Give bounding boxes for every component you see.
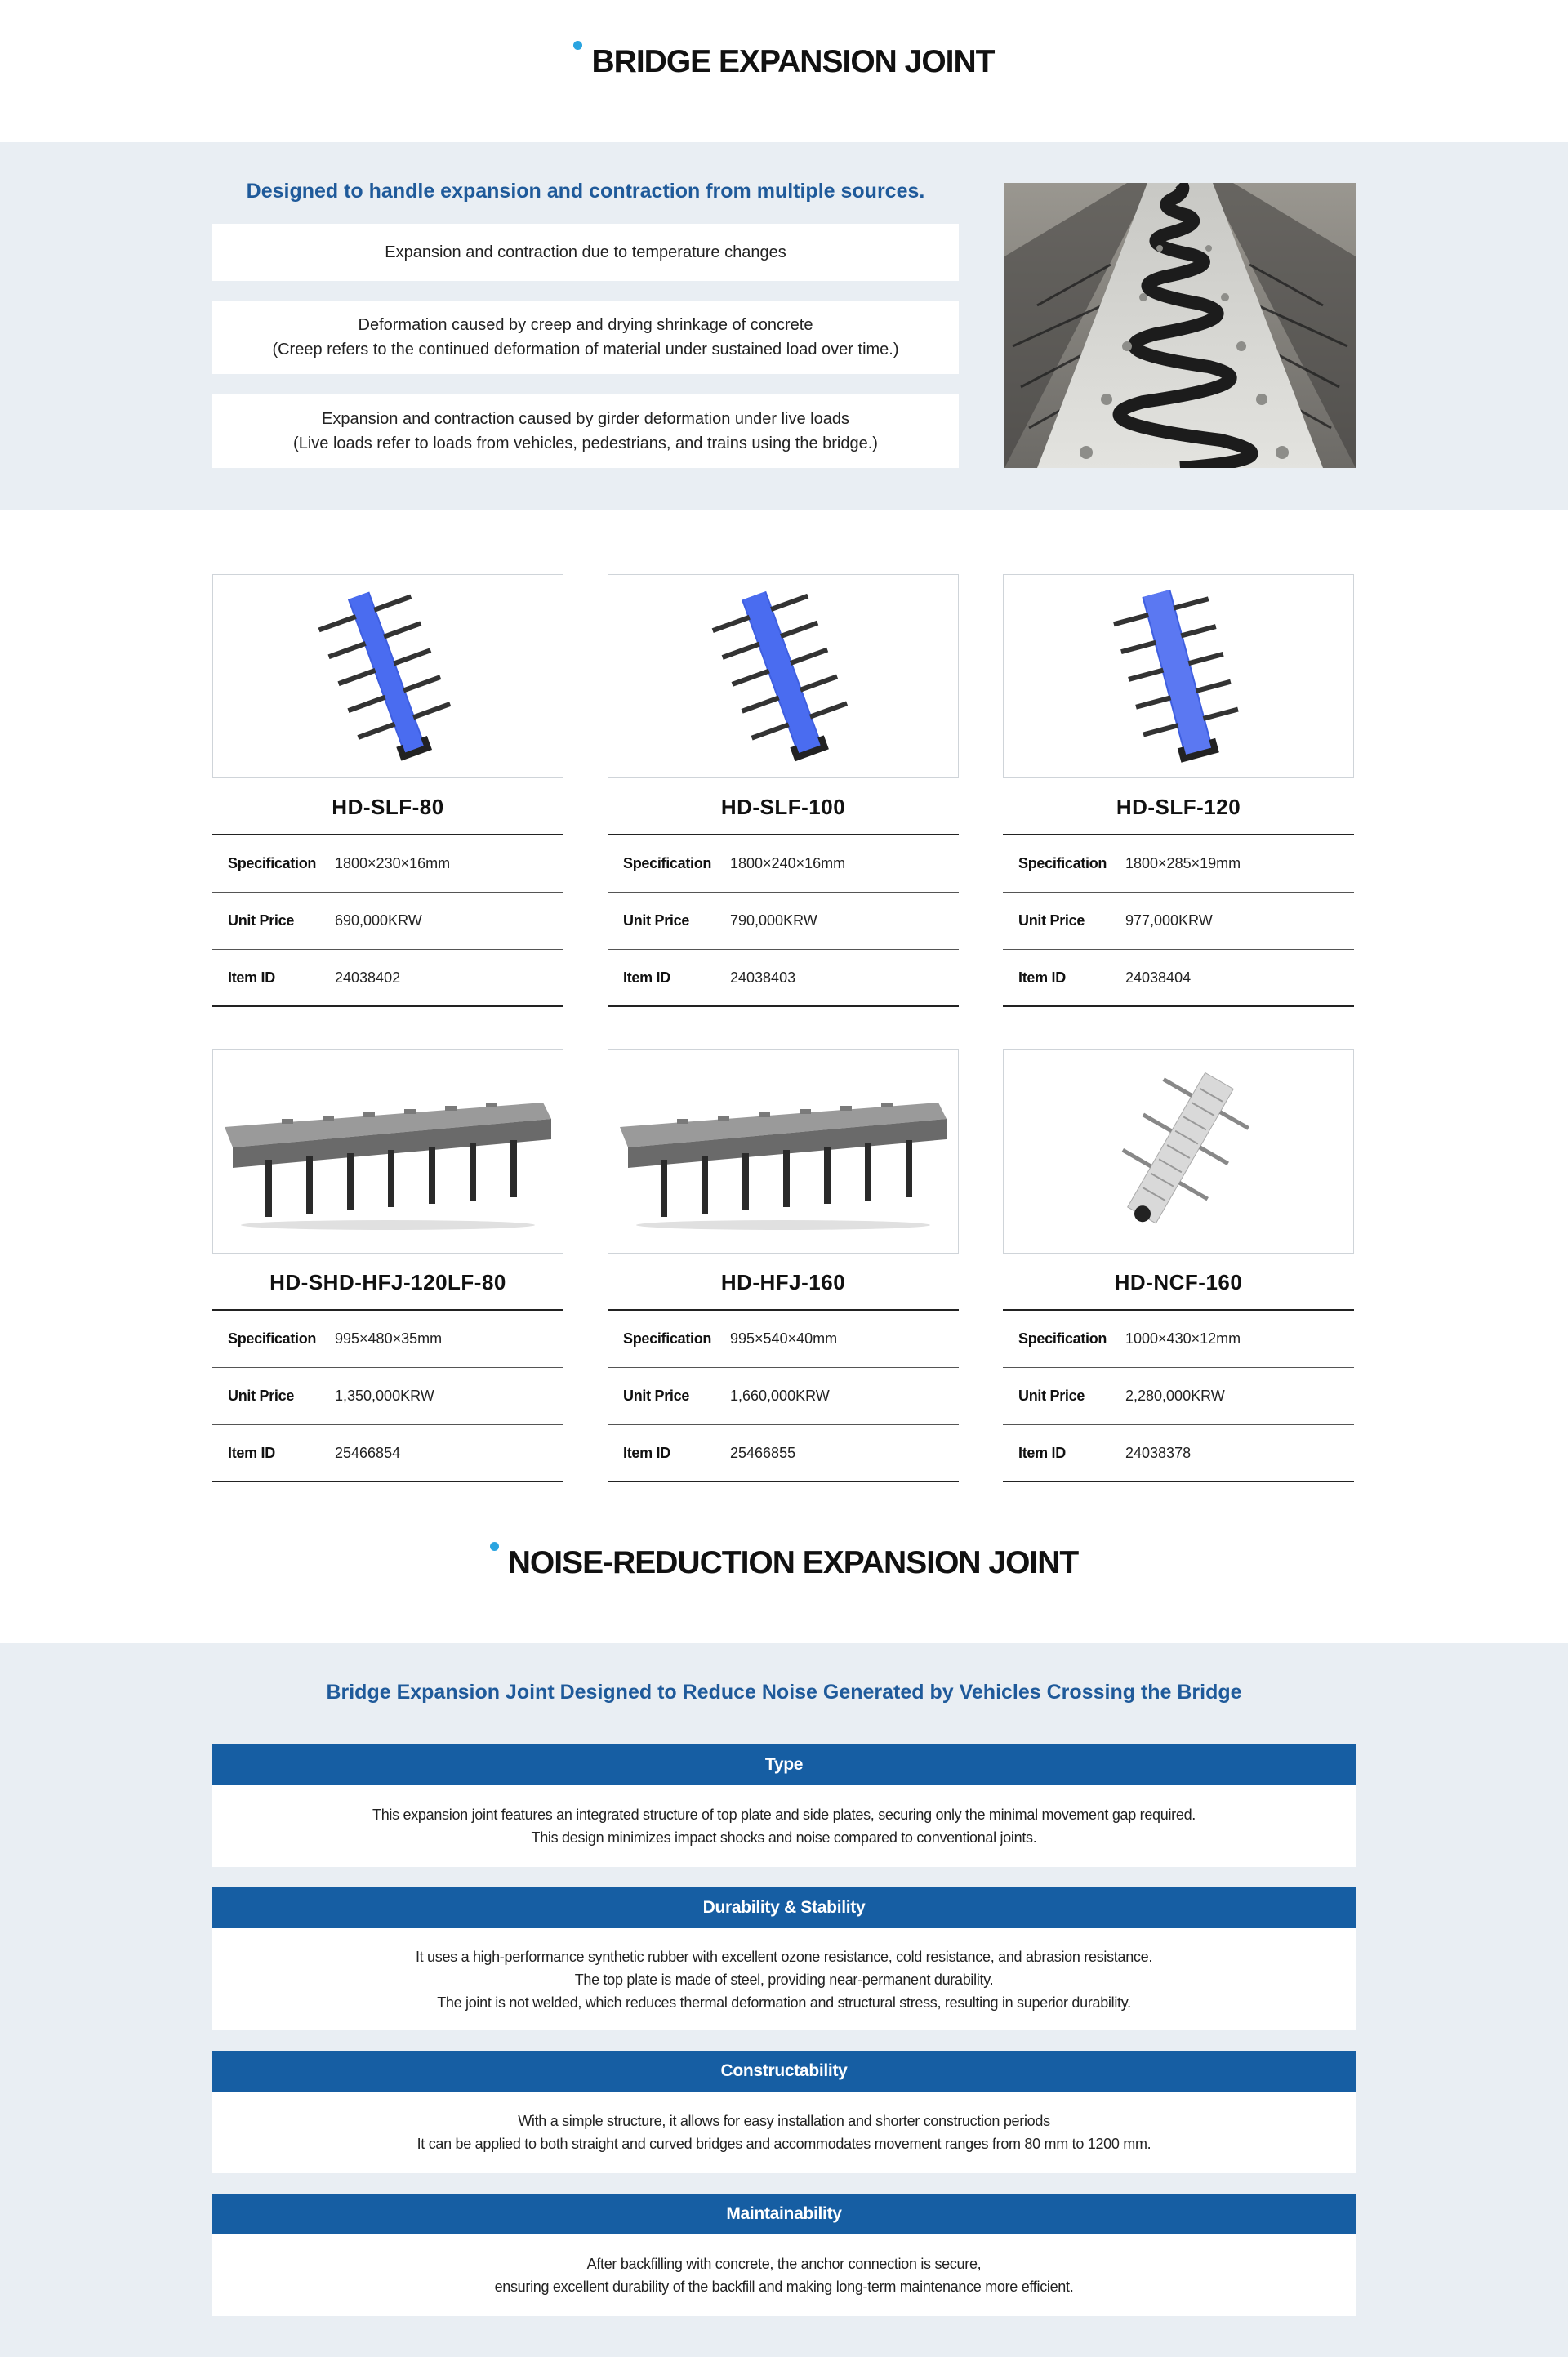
price-row [1003,893,1354,950]
product-card[interactable] [1003,1049,1354,1482]
feature-body [212,1785,1356,1867]
price-label: Unit Price [1018,1388,1085,1404]
price-value: 977,000KRW [1125,912,1213,929]
section1-header [0,0,1568,142]
source-3-line1: Expansion and contraction caused by girder deformation under live loads [322,410,849,428]
product-name: HD-SHD-HFJ-120LF-80 [212,1254,564,1311]
product-name: HD-HFJ-160 [608,1254,959,1311]
product-card[interactable] [212,1049,564,1482]
product-name: HD-SLF-80 [212,778,564,835]
feature-line: The joint is not welded, which reduces thermal deformation and structural stress, resulting in superior durability. [437,1994,1131,2011]
spec-row [608,835,959,893]
bridge-joint-photo [1004,183,1356,468]
feature-line: ensuring excellent durability of the backfill and making long-term maintenance more efficient. [494,2279,1074,2295]
product-image [608,1049,959,1254]
item-row [1003,1425,1354,1482]
spec-row [608,1311,959,1368]
price-value: 690,000KRW [335,912,422,929]
source-box-1 [212,224,959,281]
product-image [1003,1049,1354,1254]
section2-header [0,1499,1568,1643]
source-2-line1: Deformation caused by creep and drying shrinkage of concrete [358,316,813,334]
item-value: 24038378 [1125,1444,1192,1461]
spec-value: 1800×285×19mm [1125,855,1241,871]
section1-title-wrap [0,44,1568,80]
section1-title: BRIDGE EXPANSION JOINT [591,44,995,79]
spec-value: 1000×430×12mm [1125,1330,1241,1347]
item-row [608,950,959,1007]
title-bullet-dot [490,1542,499,1551]
price-row [608,893,959,950]
spec-row [212,835,564,893]
product-image [608,574,959,778]
feature-line: It can be applied to both straight and curved bridges and accommodates movement ranges from 80 mm to 1200 mm. [416,2136,1152,2152]
item-row [1003,950,1354,1007]
product-name: HD-SLF-120 [1003,778,1354,835]
price-label: Unit Price [228,1388,295,1404]
feature-header: Maintainability [212,2194,1356,2234]
spec-label: Specification [623,1330,712,1347]
price-row [1003,1368,1354,1425]
price-row [608,1368,959,1425]
item-label: Item ID [623,969,670,986]
price-label: Unit Price [1018,912,1085,929]
title-bullet-dot [573,41,582,50]
feature-line: With a simple structure, it allows for easy installation and shorter construction periods [518,2113,1050,2129]
spec-value: 1800×240×16mm [730,855,846,871]
price-value: 1,350,000KRW [335,1388,434,1404]
item-value: 24038403 [730,969,796,986]
spec-row [212,1311,564,1368]
feature-body [212,1928,1356,2030]
feature-header: Durability & Stability [212,1887,1356,1928]
product-card[interactable] [1003,574,1354,1007]
source-1-line1: Expansion and contraction due to temperature changes [385,243,786,261]
price-value: 1,660,000KRW [730,1388,830,1404]
spec-row [1003,835,1354,893]
price-label: Unit Price [228,912,295,929]
product-card[interactable] [608,1049,959,1482]
spec-row [1003,1311,1354,1368]
section2-title-wrap [0,1545,1568,1581]
source-box-2 [212,301,959,374]
feature-line: It uses a high-performance synthetic rubber with excellent ozone resistance, cold resistance, and abrasion resistance. [415,1948,1153,1965]
item-label: Item ID [228,969,275,986]
feature-block-type [212,1744,1356,1867]
spec-label: Specification [623,855,712,871]
item-label: Item ID [1018,969,1066,986]
source-2-line2: (Creep refers to the continued deformation of material under sustained load over time.) [272,341,899,359]
feature-line: This design minimizes impact shocks and noise compared to conventional joints. [531,1829,1037,1846]
feature-header: Constructability [212,2051,1356,2092]
product-image [1003,574,1354,778]
item-value: 24038402 [335,969,401,986]
item-row [608,1425,959,1482]
product-name: HD-SLF-100 [608,778,959,835]
item-value: 25466855 [730,1444,796,1461]
price-value: 790,000KRW [730,912,817,929]
section1-subtitle: Designed to handle expansion and contraction from multiple sources. [246,180,925,203]
section1-band [0,142,1568,510]
product-name: HD-NCF-160 [1003,1254,1354,1311]
spec-value: 1800×230×16mm [335,855,451,871]
price-row [212,1368,564,1425]
feature-body [212,2092,1356,2173]
feature-block-maintainability [212,2194,1356,2316]
feature-block-durability [212,1887,1356,2030]
spec-label: Specification [228,1330,317,1347]
spec-label: Specification [1018,1330,1107,1347]
source-3-line2: (Live loads refer to loads from vehicles, pedestrians, and trains using the bridge.) [293,434,878,452]
price-row [212,893,564,950]
item-row [212,950,564,1007]
item-value: 25466854 [335,1444,401,1461]
product-image [212,574,564,778]
feature-line: This expansion joint features an integrated structure of top plate and side plates, securing only the minimal movement gap required. [372,1807,1196,1823]
item-label: Item ID [1018,1444,1066,1461]
feature-line: The top plate is made of steel, providing near-permanent durability. [574,1971,994,1988]
item-label: Item ID [623,1444,670,1461]
product-card[interactable] [608,574,959,1007]
product-image [212,1049,564,1254]
price-label: Unit Price [623,912,690,929]
section2-title: NOISE-REDUCTION EXPANSION JOINT [507,1545,1079,1580]
price-value: 2,280,000KRW [1125,1388,1225,1404]
product-card[interactable] [212,574,564,1007]
price-label: Unit Price [623,1388,690,1404]
item-label: Item ID [228,1444,275,1461]
section2-band [0,1643,1568,2357]
feature-block-constructability [212,2051,1356,2173]
feature-body [212,2234,1356,2316]
source-box-3 [212,394,959,468]
spec-label: Specification [1018,855,1107,871]
item-value: 24038404 [1125,969,1192,986]
item-row [212,1425,564,1482]
feature-line: After backfilling with concrete, the anchor connection is secure, [586,2256,982,2272]
feature-header: Type [212,1744,1356,1785]
spec-value: 995×480×35mm [335,1330,443,1347]
section2-subtitle: Bridge Expansion Joint Designed to Reduce Noise Generated by Vehicles Crossing the Bridge [326,1681,1242,1704]
spec-value: 995×540×40mm [730,1330,838,1347]
spec-label: Specification [228,855,317,871]
